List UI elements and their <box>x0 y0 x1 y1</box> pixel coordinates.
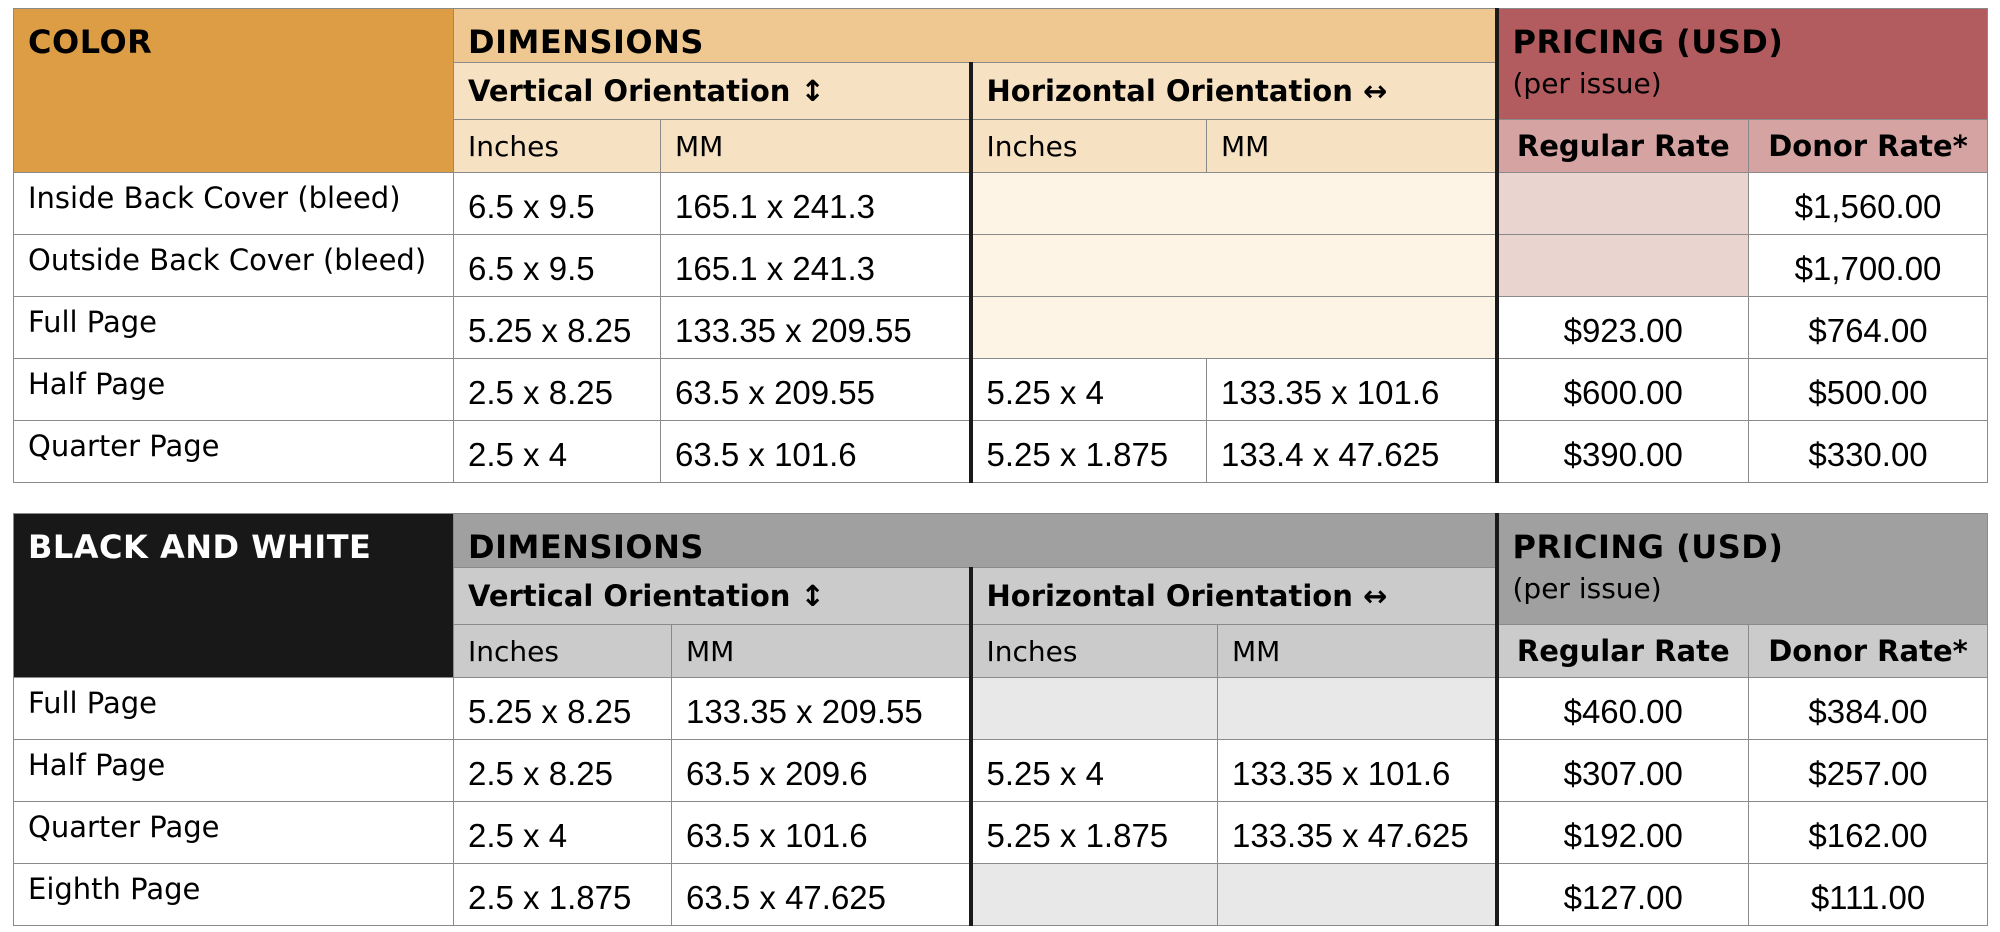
horizontal-empty <box>971 173 1497 235</box>
regular-rate <box>1497 173 1749 235</box>
regular-rate: $127.00 <box>1497 864 1749 926</box>
regular-rate: $923.00 <box>1497 297 1749 359</box>
bw-col-v-mm: MM <box>672 625 971 678</box>
vertical-inches: 6.5 x 9.5 <box>454 235 661 297</box>
horizontal-mm-empty <box>1218 678 1497 740</box>
bw-col-v-inches: Inches <box>454 625 672 678</box>
vertical-mm: 165.1 x 241.3 <box>661 235 971 297</box>
vertical-inches: 2.5 x 8.25 <box>454 359 661 421</box>
horizontal-empty <box>971 235 1497 297</box>
regular-rate <box>1497 235 1749 297</box>
row-label: Eighth Page <box>14 864 454 926</box>
row-label: Outside Back Cover (bleed) <box>14 235 454 297</box>
donor-rate: $111.00 <box>1749 864 1988 926</box>
row-label: Inside Back Cover (bleed) <box>14 173 454 235</box>
donor-rate: $330.00 <box>1749 421 1988 483</box>
horizontal-mm: 133.35 x 101.6 <box>1207 359 1497 421</box>
color-col-donor: Donor Rate* <box>1749 120 1988 173</box>
bw-dimensions-header: DIMENSIONS <box>454 514 1497 568</box>
table-row <box>14 678 1988 740</box>
vertical-inches: 2.5 x 8.25 <box>454 740 672 802</box>
horizontal-mm-empty <box>1218 864 1497 926</box>
vertical-mm: 165.1 x 241.3 <box>661 173 971 235</box>
color-rate-table <box>13 8 1988 483</box>
horizontal-empty <box>971 297 1497 359</box>
vertical-mm: 133.35 x 209.55 <box>672 678 971 740</box>
horizontal-mm: 133.35 x 47.625 <box>1218 802 1497 864</box>
bw-col-regular: Regular Rate <box>1497 625 1749 678</box>
horizontal-mm: 133.35 x 101.6 <box>1218 740 1497 802</box>
vertical-inches: 2.5 x 1.875 <box>454 864 672 926</box>
bw-col-h-inches: Inches <box>971 625 1218 678</box>
row-label: Half Page <box>14 740 454 802</box>
color-pricing-note: (per issue) <box>1512 67 1662 100</box>
vertical-mm: 63.5 x 209.6 <box>672 740 971 802</box>
donor-rate: $764.00 <box>1749 297 1988 359</box>
vertical-inches: 2.5 x 4 <box>454 421 661 483</box>
vertical-mm: 63.5 x 209.55 <box>661 359 971 421</box>
regular-rate: $192.00 <box>1497 802 1749 864</box>
rate-card <box>13 8 1987 926</box>
vertical-mm: 63.5 x 101.6 <box>661 421 971 483</box>
row-label: Full Page <box>14 297 454 359</box>
vertical-inches: 5.25 x 8.25 <box>454 678 672 740</box>
vertical-inches: 6.5 x 9.5 <box>454 173 661 235</box>
bw-rate-table <box>13 513 1988 926</box>
bw-horizontal-header: Horizontal Orientation ↔ <box>971 568 1497 625</box>
horizontal-inches-empty <box>971 864 1218 926</box>
donor-rate: $500.00 <box>1749 359 1988 421</box>
table-row <box>14 802 1988 864</box>
bw-col-donor: Donor Rate* <box>1749 625 1988 678</box>
row-label: Quarter Page <box>14 802 454 864</box>
color-dimensions-header: DIMENSIONS <box>454 9 1497 63</box>
table-row <box>14 173 1988 235</box>
color-pricing-label: PRICING (USD) <box>1512 23 1784 61</box>
color-col-h-inches: Inches <box>971 120 1207 173</box>
color-horizontal-header: Horizontal Orientation ↔ <box>971 63 1497 120</box>
color-col-v-mm: MM <box>661 120 971 173</box>
bw-vertical-header: Vertical Orientation ↕ <box>454 568 971 625</box>
horizontal-inches: 5.25 x 4 <box>971 740 1218 802</box>
regular-rate: $307.00 <box>1497 740 1749 802</box>
vertical-inches: 5.25 x 8.25 <box>454 297 661 359</box>
row-label: Quarter Page <box>14 421 454 483</box>
regular-rate: $600.00 <box>1497 359 1749 421</box>
horizontal-inches-empty <box>971 678 1218 740</box>
donor-rate: $162.00 <box>1749 802 1988 864</box>
bw-col-h-mm: MM <box>1218 625 1497 678</box>
table-row <box>14 421 1988 483</box>
row-label: Full Page <box>14 678 454 740</box>
bw-pricing-header <box>1497 514 1988 625</box>
regular-rate: $390.00 <box>1497 421 1749 483</box>
vertical-mm: 63.5 x 101.6 <box>672 802 971 864</box>
regular-rate: $460.00 <box>1497 678 1749 740</box>
donor-rate: $384.00 <box>1749 678 1988 740</box>
vertical-inches: 2.5 x 4 <box>454 802 672 864</box>
horizontal-inches: 5.25 x 1.875 <box>971 421 1207 483</box>
vertical-mm: 133.35 x 209.55 <box>661 297 971 359</box>
horizontal-inches: 5.25 x 1.875 <box>971 802 1218 864</box>
horizontal-mm: 133.4 x 47.625 <box>1207 421 1497 483</box>
bw-pricing-label: PRICING (USD) <box>1512 528 1784 566</box>
table-row <box>14 359 1988 421</box>
color-col-v-inches: Inches <box>454 120 661 173</box>
horizontal-inches: 5.25 x 4 <box>971 359 1207 421</box>
bw-pricing-note: (per issue) <box>1512 572 1662 605</box>
color-pricing-header <box>1497 9 1988 120</box>
row-label: Half Page <box>14 359 454 421</box>
table-row <box>14 235 1988 297</box>
bw-section-label: BLACK AND WHITE <box>14 514 454 678</box>
donor-rate: $1,700.00 <box>1749 235 1988 297</box>
table-row <box>14 740 1988 802</box>
table-row <box>14 297 1988 359</box>
table-spacer <box>13 483 1987 513</box>
color-vertical-header: Vertical Orientation ↕ <box>454 63 971 120</box>
color-col-h-mm: MM <box>1207 120 1497 173</box>
donor-rate: $257.00 <box>1749 740 1988 802</box>
donor-rate: $1,560.00 <box>1749 173 1988 235</box>
table-row <box>14 864 1988 926</box>
color-col-regular: Regular Rate <box>1497 120 1749 173</box>
color-section-label: COLOR <box>14 9 454 173</box>
vertical-mm: 63.5 x 47.625 <box>672 864 971 926</box>
